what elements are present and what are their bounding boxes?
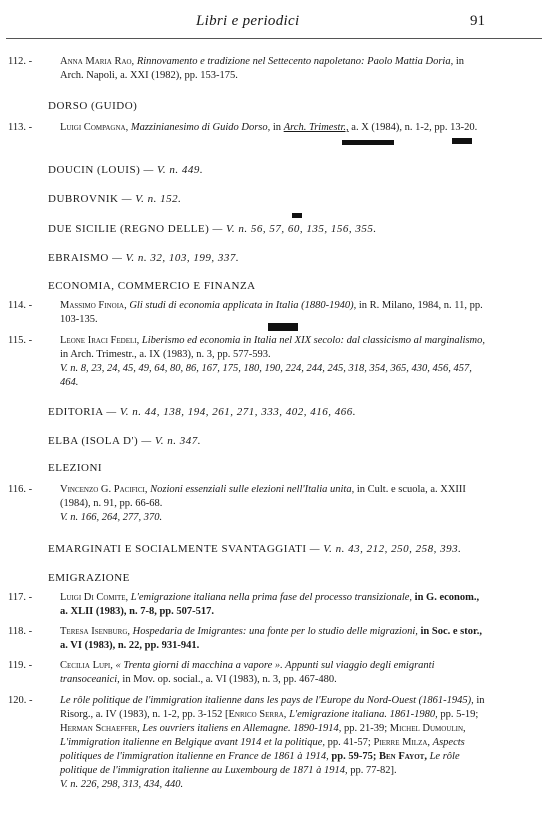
entry-120: [8, 694, 492, 792]
entry-title: Nozioni essenziali sulle elezioni nell'Italia unita,: [150, 484, 355, 495]
heading-elezioni: [48, 461, 102, 475]
entry-number: 119. -: [8, 660, 33, 671]
heading-ebraismo: [48, 251, 239, 265]
entry-source-prefix: in: [272, 122, 282, 133]
entry-119: [8, 659, 492, 687]
heading-emarginati: [48, 542, 461, 556]
entry-112: [8, 55, 492, 83]
heading-dorso: [48, 99, 137, 113]
entry-author: Michel Dumoulin,: [389, 723, 466, 734]
entry-118: [8, 625, 492, 653]
entry-113: [8, 121, 492, 135]
heading-due-sicilie: [48, 222, 377, 236]
page-number: 91: [470, 13, 485, 29]
entry-source: in Arch. Napoli, a. XXI (1982), pp. 153-175.: [60, 56, 465, 81]
page-header: [0, 14, 550, 34]
entry-source: in Cult. e scuola, a. XXIII (1984), n. 91, pp. 66-68.: [60, 484, 466, 509]
heading-label: EBRAISMO: [48, 252, 109, 264]
header-rule: [6, 38, 542, 39]
entry-117: [8, 591, 492, 619]
entry-title: Mazzinianesimo di Guido Dorso,: [130, 122, 271, 133]
entry-author: Teresa Isenburg,: [60, 626, 131, 637]
entry-source: in Arch. Trimestr., a. IX (1983), n. 3, pp. 577-593.: [60, 349, 271, 360]
entry-number: 120. -: [8, 695, 33, 706]
entry-author: Luigi Compagna,: [60, 122, 129, 133]
entry-pages: pp. 21-39;: [344, 723, 388, 734]
entry-title: Hospedaria de Imigrantes: una fonte per lo studio delle migrazioni,: [132, 626, 418, 637]
entry-cross-refs: V. n. 226, 298, 313, 434, 440.: [60, 779, 184, 790]
entry-source: in R. Milano, 1984, n. 11, pp. 103-135.: [60, 300, 483, 325]
heading-label: DOUCIN (LOUIS): [48, 164, 141, 176]
entry-author: Herman Schaeffer,: [60, 723, 140, 734]
entry-author: Anna Maria Rao,: [60, 56, 135, 67]
entry-author: Pierre Milza,: [373, 737, 431, 748]
entry-journal: Arch. Trimestr.,: [283, 122, 349, 133]
entry-title: Aspects politiques de l'immigration italienne en France de 1861 à 1914,: [60, 737, 465, 762]
entry-114: [8, 299, 492, 327]
entry-author: Cecilia Lupi,: [60, 660, 113, 671]
entry-pages: pp. 41-57;: [327, 737, 371, 748]
entry-author: Luigi Di Comite,: [60, 592, 129, 603]
ink-smudge: [292, 213, 302, 218]
entry-title: Les ouvriers italiens en Allemagne. 1890-1914,: [142, 723, 342, 734]
entry-cross-refs: V. n. 166, 264, 277, 370.: [60, 512, 163, 523]
entry-115: [8, 334, 492, 390]
heading-emigrazione: [48, 571, 130, 585]
entry-source: in Soc. e stor., a. VI (1983), n. 22, pp. 931-941.: [60, 626, 482, 651]
entry-pages: pp. 77-82].: [350, 765, 397, 776]
entry-title: L'immigration italienne en Belgique avant 1914 et la politique,: [60, 737, 326, 748]
entry-pages: pp. 5-19;: [440, 709, 479, 720]
entry-title: Le rôle politique de l'immigration italienne au Luxembourg de 1871 à 1914,: [60, 751, 460, 776]
entry-author: Massimo Finoia,: [60, 300, 127, 311]
entry-title: Liberismo ed economia in Italia nel XIX secolo: dal classicismo al marginalismo,: [141, 335, 486, 346]
entry-number: 118. -: [8, 626, 33, 637]
ink-smudge: [268, 323, 298, 331]
heading-label: ECONOMIA, COMMERCIO E FINANZA: [48, 280, 256, 292]
entry-title: Rinnovamento e tradizione nel Settecento napoletano: Paolo Mattia Doria,: [136, 56, 454, 67]
heading-economia: [48, 279, 256, 293]
entry-cross-refs: V. n. 8, 23, 24, 45, 49, 64, 80, 86, 167, 175, 180, 190, 224, 244, 245, 318, 354, 365, 430, 456, 457, 464.: [60, 363, 472, 388]
entry-source: in Risorg., a. IV (1983), n. 1-2, pp. 3-152 [: [60, 695, 485, 720]
heading-cross-ref: — V. n. 449.: [143, 164, 204, 176]
running-title: Libri e periodici: [196, 13, 300, 29]
heading-cross-ref: — V. n. 43, 212, 250, 258, 393.: [309, 543, 462, 555]
entry-title: Gli studi di economia applicata in Italia (1880-1940),: [129, 300, 357, 311]
heading-dubrovnik: [48, 192, 181, 206]
heading-label: EMIGRAZIONE: [48, 572, 130, 584]
entry-number: 117. -: [8, 592, 33, 603]
heading-label: DORSO (GUIDO): [48, 100, 138, 112]
entry-title: L'emigrazione italiana nella prima fase del processo transizionale,: [130, 592, 413, 603]
entry-source: in Mov. op. social., a. VI (1983), n. 3, pp. 467-480.: [122, 674, 337, 685]
entry-title: « Trenta giorni di macchina a vapore ». Appunti sul viaggio degli emigranti transoceanici,: [60, 660, 435, 685]
heading-editoria: [48, 405, 356, 419]
ink-smudge: [452, 138, 472, 144]
entry-number: 113. -: [8, 122, 33, 133]
heading-cross-ref: — V. n. 32, 103, 199, 337.: [112, 252, 240, 264]
heading-label: ELBA (ISOLA D'): [48, 435, 139, 447]
heading-doucin: [48, 163, 203, 177]
entry-number: 116. -: [8, 484, 33, 495]
entry-number: 115. -: [8, 335, 33, 346]
heading-cross-ref: — V. n. 152.: [121, 193, 182, 205]
heading-label: DUBROVNIK: [48, 193, 119, 205]
entry-number: 114. -: [8, 300, 33, 311]
heading-label: EMARGINATI E SOCIALMENTE SVANTAGGIATI: [48, 543, 307, 555]
heading-label: EDITORIA: [48, 406, 104, 418]
heading-cross-ref: — V. n. 56, 57, 60, 135, 156, 355.: [212, 223, 377, 235]
heading-cross-ref: — V. n. 44, 138, 194, 261, 271, 333, 402, 416, 466.: [106, 406, 356, 418]
entry-116: [8, 483, 492, 525]
entry-title: L'emigrazione italiana. 1861-1980,: [289, 709, 438, 720]
ink-smudge: [342, 140, 394, 145]
entry-author: Enrico Serra,: [228, 709, 287, 720]
entry-title: Le rôle politique de l'immigration italienne dans les pays de l'Europe du Nord-Ouest (1861-1945),: [60, 695, 474, 706]
heading-cross-ref: — V. n. 347.: [141, 435, 201, 447]
entry-author: Leone Iraci Fedeli,: [60, 335, 140, 346]
heading-elba: [48, 434, 201, 448]
heading-label: ELEZIONI: [48, 462, 103, 474]
entry-pages: pp. 59-75;: [331, 751, 377, 762]
heading-label: DUE SICILIE (REGNO DELLE): [48, 223, 210, 235]
entry-author: Ben Fayot,: [378, 751, 427, 762]
entry-number: 112. -: [8, 56, 33, 67]
entry-source: in G. econom., a. XLII (1983), n. 7-8, pp. 507-517.: [60, 592, 480, 617]
entry-source: a. X (1984), n. 1-2, pp. 13-20.: [351, 122, 478, 133]
entry-author: Vincenzo G. Pacifici,: [60, 484, 148, 495]
